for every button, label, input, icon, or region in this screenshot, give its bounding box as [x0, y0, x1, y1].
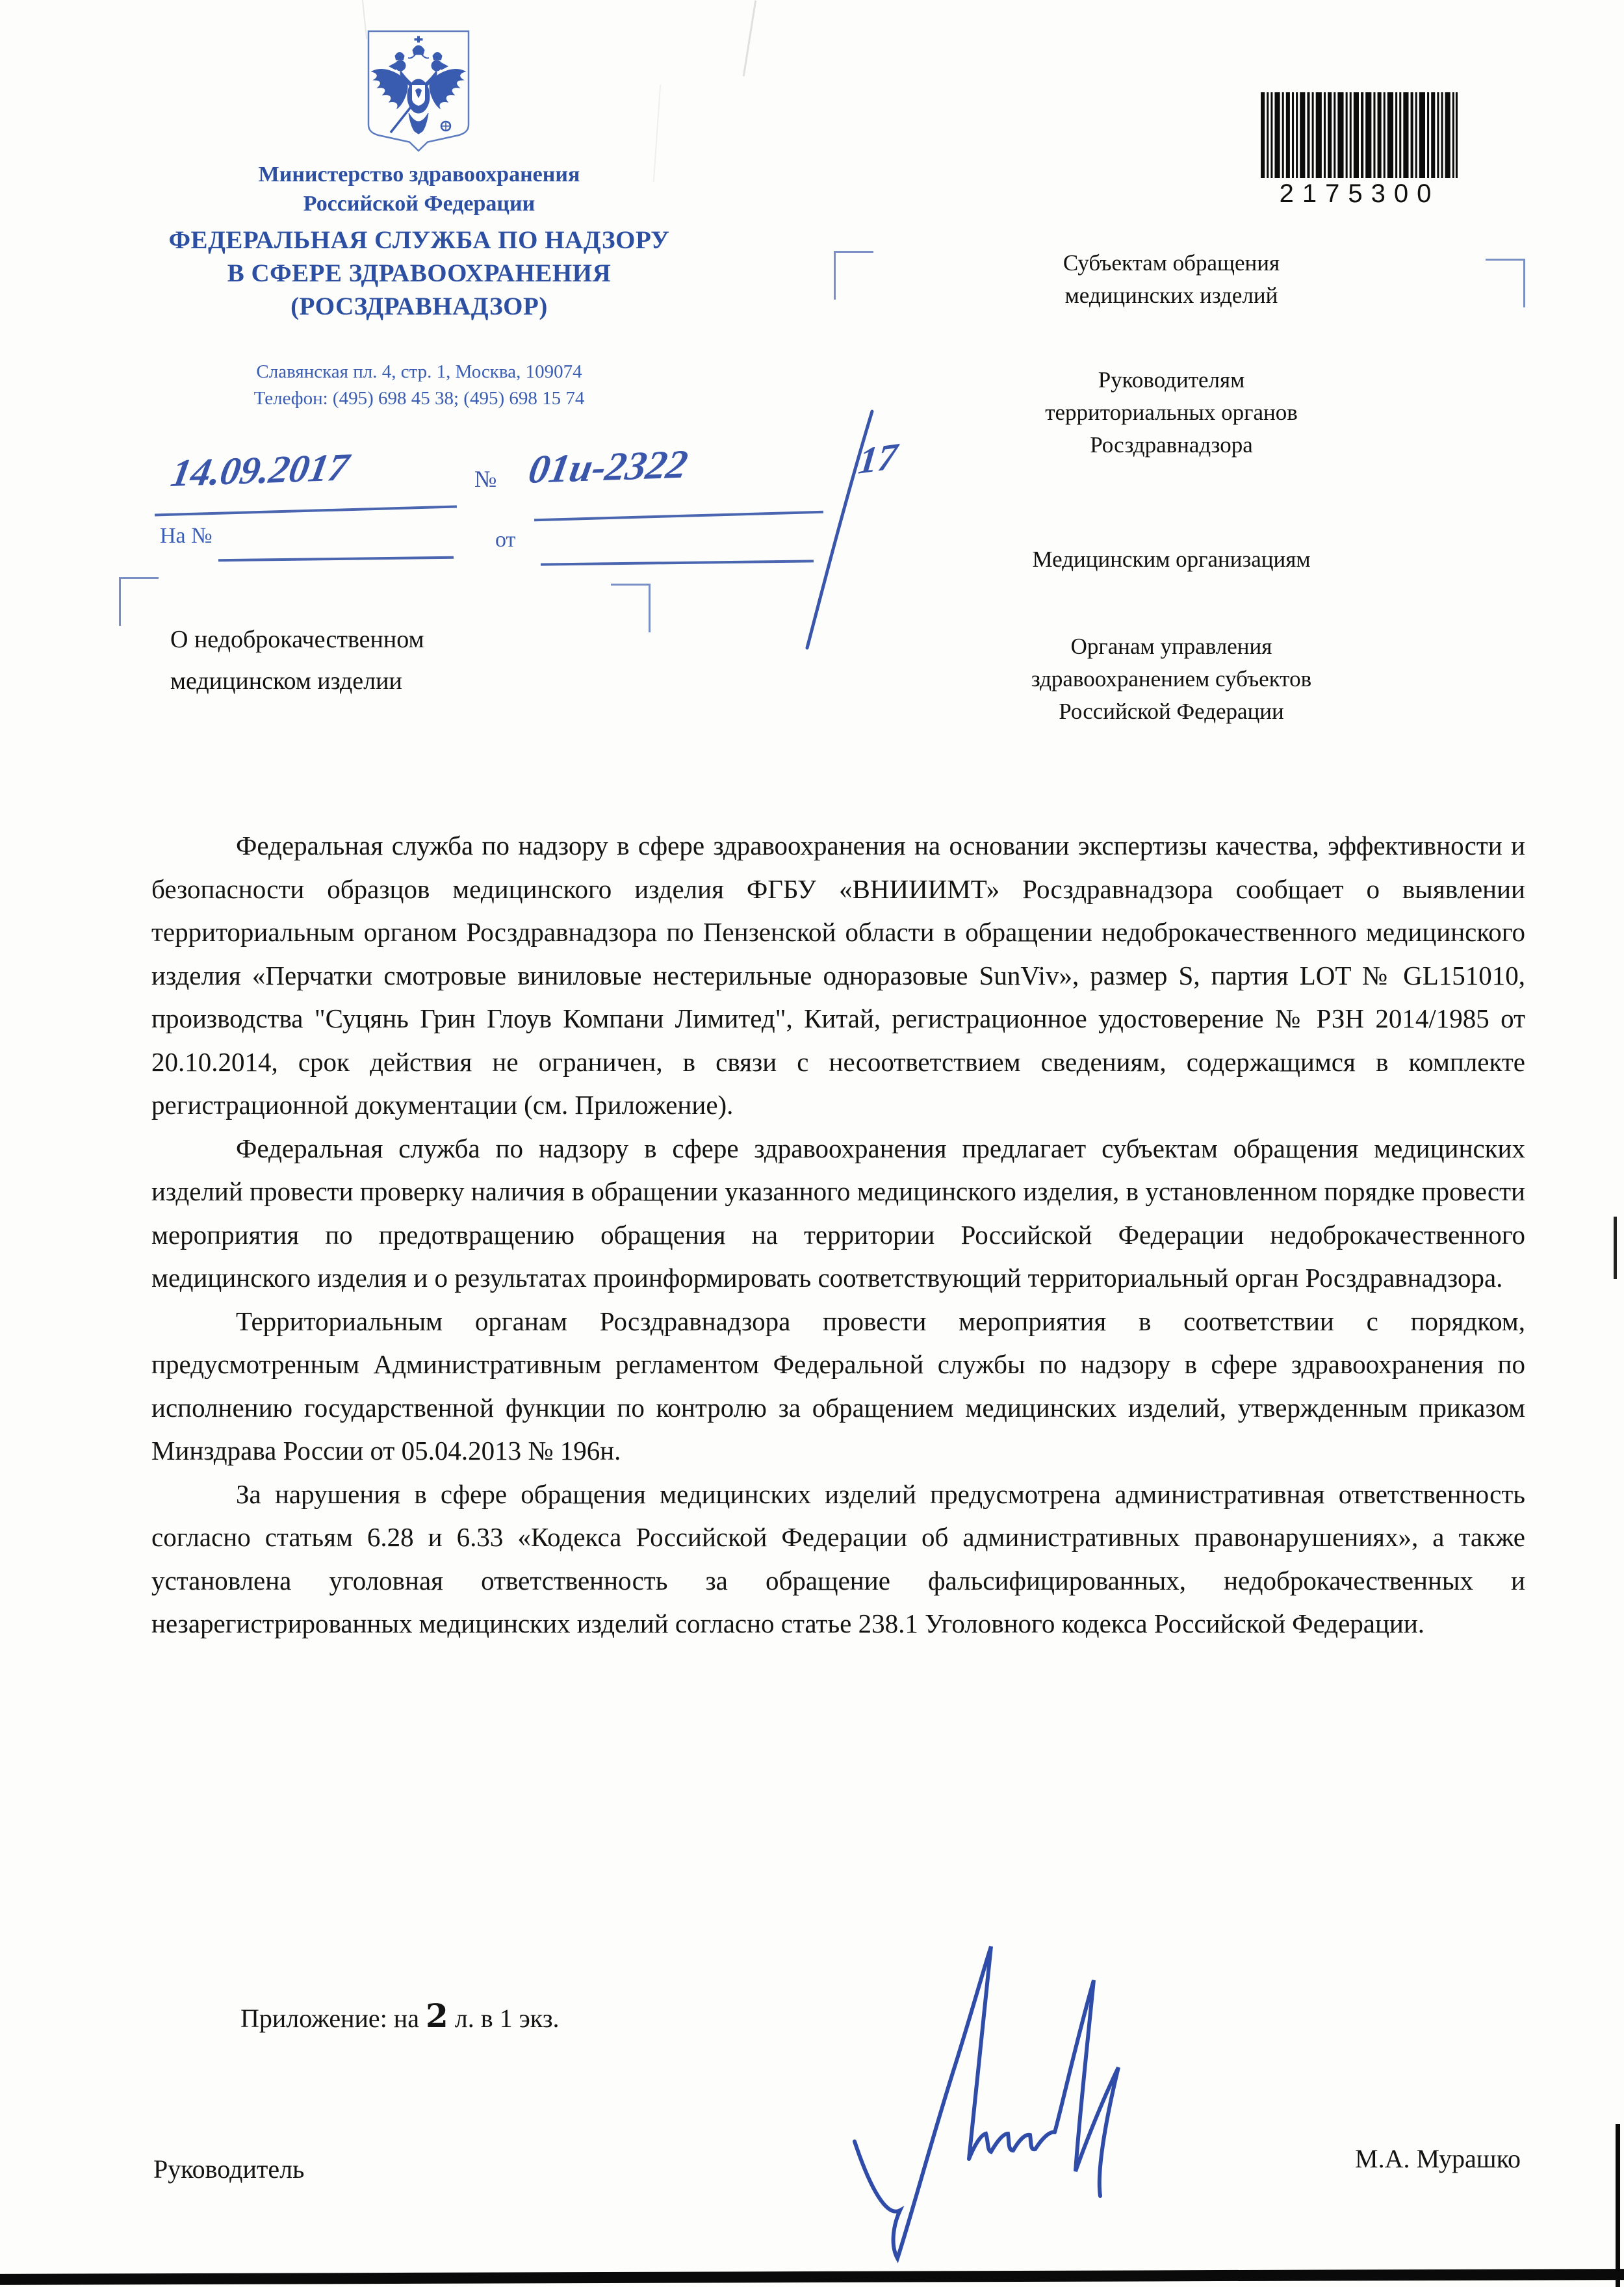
ministry-name — [110, 160, 728, 218]
handwritten-date: 14.09.2017 — [168, 445, 352, 495]
handwritten-outgoing-number: 01и-2322 — [525, 442, 691, 493]
letter-subject — [170, 619, 424, 702]
recipient-group — [877, 247, 1465, 312]
recipient-line: медицинских изделий — [1064, 283, 1278, 308]
signature-autograph — [835, 1933, 1173, 2271]
reply-date-blank — [541, 560, 814, 565]
body-paragraph: За нарушения в сфере обращения медицинских изделий предусмотрена административная ответственность согласно статьям 6.28 и 6.33 «Кодекса Российской Федерации об административных правонарушениях», а также установлена уголовная ответственность за обращение фальсифицированных, недоброкачественных и незарегистрированных медицинских изделий согласно статье 238.1 Уголовного кодекса Российской Федерации. — [151, 1479, 1525, 1638]
scan-artifact-line — [1614, 1217, 1617, 1279]
ministry-line: Министерство здравоохранения — [258, 162, 580, 187]
signer-title: Руководитель — [153, 2154, 305, 2184]
subject-line: О недоброкачественном — [170, 626, 424, 653]
attachment-note — [240, 1996, 560, 2035]
service-name — [110, 224, 728, 323]
postal-address: Славянская пл. 4, стр. 1, Москва, 109074 — [256, 361, 582, 382]
service-line: ФЕДЕРАЛЬНАЯ СЛУЖБА ПО НАДЗОРУ — [168, 226, 670, 254]
barcode-number: 2175300 — [1279, 179, 1440, 208]
reply-number-blank — [218, 556, 454, 562]
ministry-line: Российской Федерации — [303, 192, 535, 216]
subject-window-bracket — [119, 577, 159, 626]
handwritten-year-suffix: 17 — [856, 435, 900, 482]
barcode-icon — [1259, 92, 1458, 178]
attachment-prefix: Приложение: на — [240, 2004, 419, 2033]
scan-artifact-bar — [0, 2269, 1624, 2285]
number-sign: № — [474, 466, 497, 492]
scan-streak — [743, 0, 756, 76]
body-paragraph: Федеральная служба по надзору в сфере здравоохранения предлагает субъектам обращения медицинских изделий провести проверку наличия в обращении указанного медицинского изделия, в установленном порядке провести мероприятия по предотвращению обращения на территории Российской Федерации недоброкачественного медицинского изделия и о результатах проинформировать соответствующий территориальный орган Росздравнадзора. — [151, 1133, 1525, 1293]
recipient-line: здравоохранением субъектов — [1031, 666, 1312, 691]
signer-name: М.А. Мурашко — [1355, 2144, 1521, 2173]
recipient-line: Органам управления — [1070, 634, 1272, 659]
recipient-line: Медицинским организациям — [1032, 547, 1311, 572]
address-window-bracket — [834, 251, 873, 300]
recipient-line: территориальных органов — [1045, 400, 1298, 425]
reply-date-label: от — [495, 528, 516, 552]
attachment-suffix: л. в 1 экз. — [454, 2004, 560, 2033]
address-window-bracket — [1486, 259, 1525, 307]
body-paragraph: Федеральная служба по надзору в сфере здравоохранения на основании экспертизы качества, эффективности и безопасности образцов медицинского изделия ФГБУ «ВНИИИМТ» Росздравнадзора сообщает о выявлении территориальным органом Росздравнадзора по Пензенской области в обращении недоброкачественного медицинского изделия «Перчатки смотровые виниловые нестерильные одноразовые SunViv», размер S, партия LOT № GL151010, производства "Суцянь Грин Глоув Компани Лимитед", Китай, регистрационное удостоверение № РЗН 2014/1985 от 20.10.2014, срок действия не ограничен, в связи с несоответствием сведениям, содержащимся в комплекте регистрационной документации (см. Приложение). — [151, 831, 1525, 1120]
registration-barcode — [1259, 92, 1460, 209]
coat-of-arms-emblem — [363, 29, 474, 153]
contact-block — [110, 359, 728, 412]
service-line: (РОСЗДРАВНАДЗОР) — [290, 292, 548, 320]
subject-window-bracket — [611, 584, 651, 632]
subject-line: медицинском изделии — [170, 667, 402, 695]
recipient-line: Росздравнадзора — [1090, 432, 1253, 458]
letter-body — [151, 824, 1525, 1646]
recipient-line: Субъектам обращения — [1063, 250, 1280, 276]
reply-number-label: На № — [160, 524, 213, 548]
recipient-line: Руководителям — [1098, 367, 1245, 393]
attachment-sheet-count: 2 — [425, 1996, 448, 2035]
phone-numbers: Телефон: (495) 698 45 38; (495) 698 15 74 — [253, 388, 585, 409]
recipient-group — [877, 543, 1465, 576]
recipients-block — [877, 247, 1465, 728]
service-line: В СФЕРЕ ЗДРАВООХРАНЕНИЯ — [227, 259, 612, 287]
recipient-group — [877, 364, 1465, 461]
body-paragraph: Территориальным органам Росздравнадзора провести мероприятия в соответствии с порядком, предусмотренным Административным регламентом Федеральной службы по надзору в сфере здравоохранения по исполнению государственной функции по контролю за обращением медицинских изделий, утвержденным приказом Минздрава России от 05.04.2013 № 196н. — [151, 1306, 1525, 1466]
recipient-group — [877, 630, 1465, 728]
scan-artifact-line — [1616, 2124, 1620, 2287]
recipient-line: Российской Федерации — [1059, 699, 1284, 724]
date-underline — [155, 506, 457, 517]
